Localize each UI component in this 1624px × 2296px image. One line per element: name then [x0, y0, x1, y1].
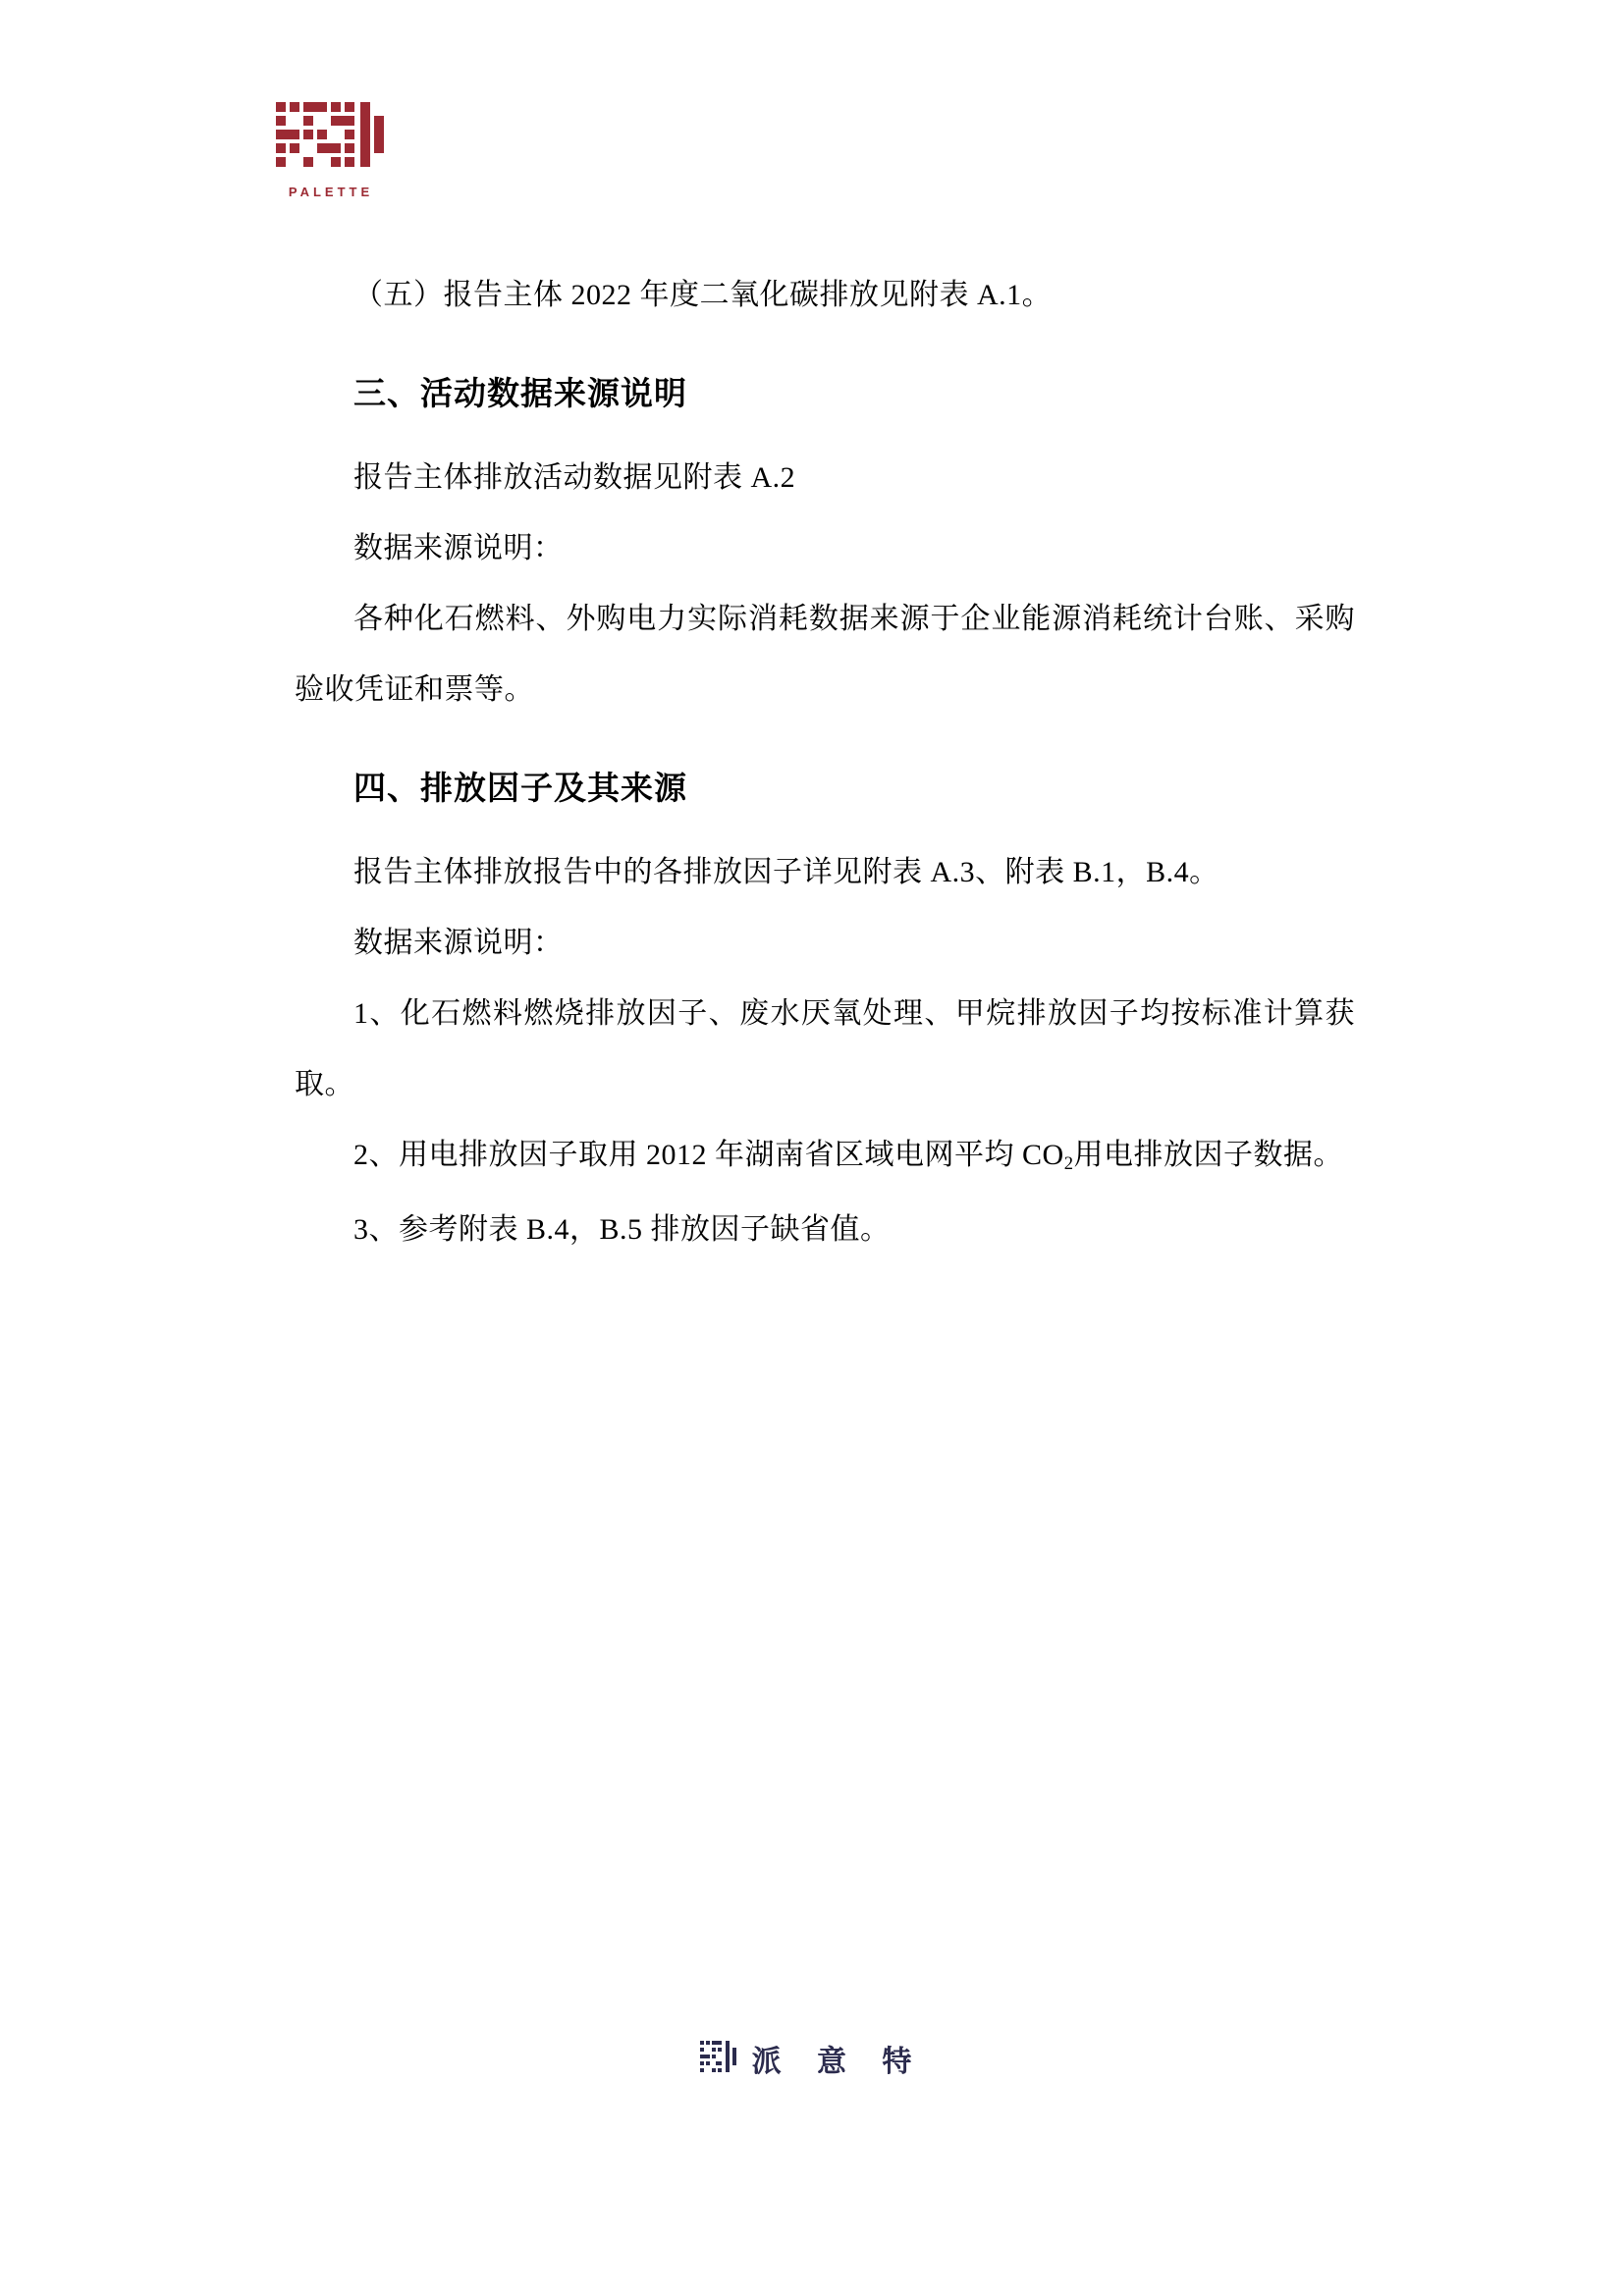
palette-logo-icon — [274, 98, 388, 179]
paragraph-data-source-label-2: 数据来源说明： — [353, 927, 564, 959]
company-logo — [257, 98, 405, 199]
footer-logo-icon — [699, 2039, 738, 2078]
footer-brand — [0, 2037, 1624, 2080]
heading-section-three: 三、活动数据来源说明 — [353, 375, 687, 411]
paragraph-data-source-label-1: 数据来源说明： — [353, 532, 564, 564]
paragraph-fuel-data-source: 各种化石燃料、外购电力实际消耗数据来源于企业能源消耗统计台账、采购验收凭证和票等。 — [295, 603, 1355, 706]
logo-wordmark: PALETTE — [288, 185, 374, 199]
paragraph-activity-data: 报告主体排放活动数据见附表 A.2 — [353, 461, 796, 494]
heading-section-four: 四、排放因子及其来源 — [353, 770, 687, 806]
co2-subscript: 2 — [1063, 1153, 1074, 1175]
paragraph-annex-a1: （五）报告主体 2022 年度二氧化碳排放见附表 A.1。 — [353, 279, 1053, 311]
item-2-text-part-1: 2、用电排放因子取用 2012 年湖南省区域电网平均 CO — [353, 1139, 1064, 1171]
item-2-text-part-2: 用电排放因子数据。 — [1073, 1139, 1343, 1171]
paragraph-item-3: 3、参考附表 B.4，B.5 排放因子缺省值。 — [353, 1213, 891, 1246]
paragraph-emission-factors-ref: 报告主体排放报告中的各排放因子详见附表 A.3、附表 B.1，B.4。 — [353, 856, 1219, 888]
footer-brand-text: 派 意 特 — [751, 2046, 926, 2078]
paragraph-item-1: 1、化石燃料燃烧排放因子、废水厌氧处理、甲烷排放因子均按标准计算获取。 — [295, 997, 1355, 1100]
paragraph-item-2 — [295, 1120, 1355, 1195]
document-body — [295, 260, 1355, 1265]
